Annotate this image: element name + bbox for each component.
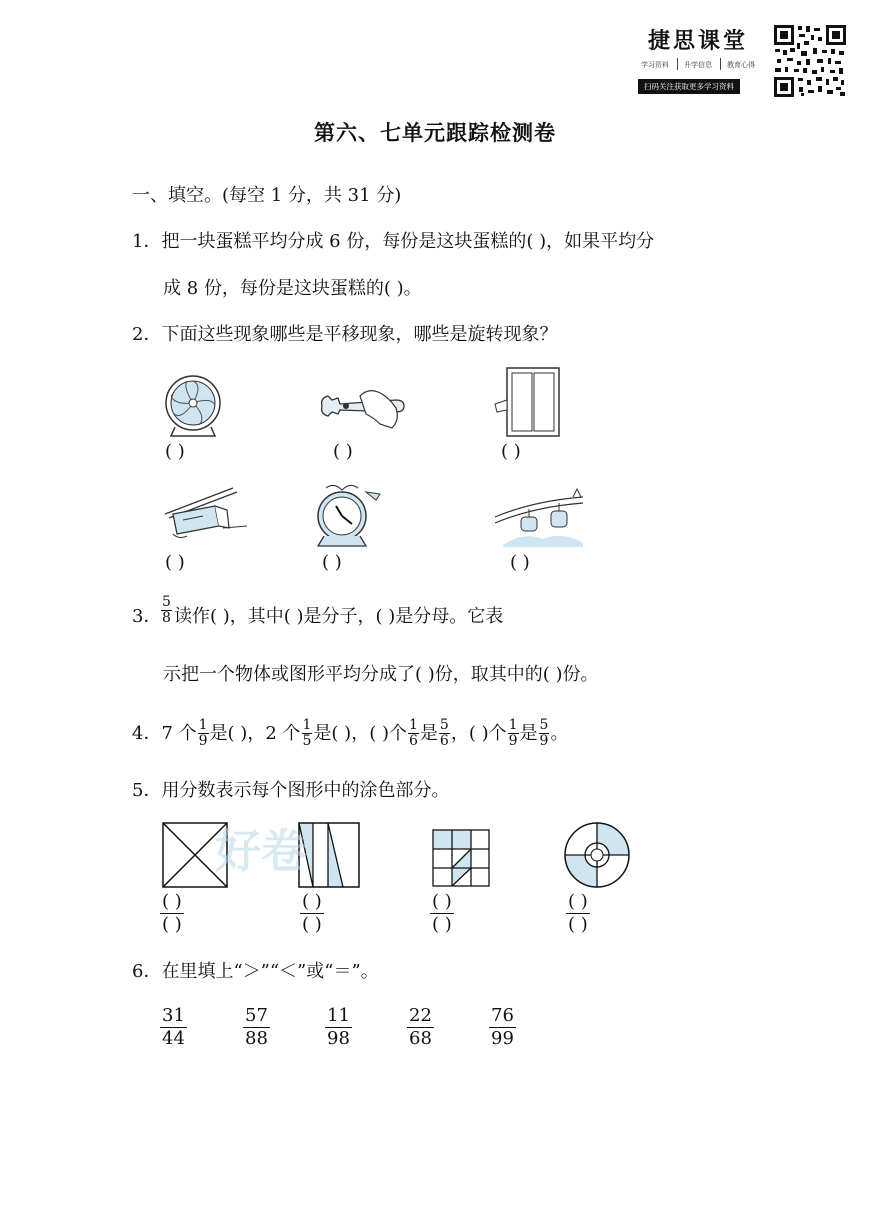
- fraction: [198, 718, 209, 749]
- answer-blank[interactable]: ( ): [568, 891, 588, 912]
- cable-car-icon: [493, 487, 585, 547]
- numerator: 11: [327, 1005, 350, 1026]
- brand-tag-1: 学习资料: [641, 61, 669, 69]
- qr-code-icon[interactable]: [773, 24, 847, 98]
- q1-line2: 成 8 份，每份是这块蛋糕的( )。: [163, 278, 422, 299]
- fraction: [243, 1005, 270, 1050]
- q3-line2: 示把一个物体或图形平均分成了( )份，取其中的( )份。: [163, 664, 599, 685]
- answer-blank[interactable]: ( ): [165, 552, 185, 573]
- q6-text: 6．在里填上“＞”“＜”或“＝”。: [132, 961, 379, 982]
- q4-text: 是: [419, 722, 438, 744]
- denominator: 9: [539, 733, 549, 749]
- denominator: 6: [439, 733, 449, 749]
- answer-blank[interactable]: ( ): [510, 552, 530, 573]
- answer-fraction[interactable]: [430, 891, 454, 936]
- fraction: [407, 1005, 434, 1050]
- q4-text: 。: [550, 722, 569, 744]
- answer-blank[interactable]: ( ): [162, 914, 182, 935]
- alarm-clock-icon: [306, 484, 384, 550]
- denominator: 99: [491, 1028, 514, 1049]
- brand-tag-2: 升学信息: [684, 61, 712, 69]
- q4-text: 是( )，2 个: [209, 722, 301, 744]
- q3-line1: 读作( )，其中( )是分子，( )是分母。它表: [174, 606, 504, 627]
- denominator: 68: [409, 1028, 432, 1049]
- q4-text: 是: [519, 722, 538, 744]
- rectangle-divided-shape: [298, 822, 360, 888]
- numerator: 5: [162, 594, 171, 610]
- fraction: [539, 718, 550, 749]
- denominator: 9: [198, 733, 208, 749]
- page-title: 第六、七单元跟踪检测卷: [314, 121, 556, 145]
- fraction: [161, 595, 172, 626]
- denominator: 8: [162, 610, 171, 626]
- q4-text: ，( )个: [450, 722, 507, 744]
- brand-name: 捷思课堂: [648, 28, 749, 54]
- fraction: [160, 1005, 187, 1050]
- fraction: [508, 718, 519, 749]
- q1-line1: 1．把一块蛋糕平均分成 6 份，每份是这块蛋糕的( )，如果平均分: [132, 231, 655, 252]
- numerator: 1: [508, 717, 518, 733]
- q4-text: 是( )，( )个: [313, 722, 407, 744]
- numerator: 22: [409, 1005, 432, 1026]
- drawer-icon: [163, 484, 249, 544]
- answer-blank[interactable]: ( ): [302, 914, 322, 935]
- grid-shape: [432, 829, 490, 887]
- fraction: [302, 718, 313, 749]
- q4-line: [132, 718, 568, 749]
- q3-number: 3．: [132, 606, 162, 627]
- answer-fraction[interactable]: [300, 891, 324, 936]
- answer-blank[interactable]: ( ): [501, 441, 521, 462]
- denominator: 5: [302, 733, 312, 749]
- watermark: 好卷: [215, 824, 307, 878]
- fan-icon: [163, 373, 225, 439]
- numerator: 1: [408, 717, 418, 733]
- q5-text: 5．用分数表示每个图形中的涂色部分。: [132, 780, 450, 801]
- numerator: 1: [302, 717, 312, 733]
- q4-text: 7 个: [161, 722, 197, 744]
- numerator: 31: [162, 1005, 185, 1026]
- numerator: 57: [245, 1005, 268, 1026]
- fraction: [489, 1005, 516, 1050]
- numerator: 5: [439, 717, 449, 733]
- answer-blank[interactable]: ( ): [322, 552, 342, 573]
- ring-shape: [564, 822, 630, 888]
- divider: [720, 58, 721, 70]
- answer-blank[interactable]: ( ): [568, 914, 588, 935]
- fraction: [325, 1005, 352, 1050]
- fraction: [439, 718, 450, 749]
- numerator: 76: [491, 1005, 514, 1026]
- numerator: 1: [198, 717, 208, 733]
- denominator: 98: [327, 1028, 350, 1049]
- answer-blank[interactable]: ( ): [432, 914, 452, 935]
- window-icon: [493, 366, 563, 438]
- wrench-icon: [316, 384, 408, 434]
- q4-number: 4．: [132, 722, 162, 744]
- fraction: [408, 718, 419, 749]
- q2-text: 2．下面这些现象哪些是平移现象，哪些是旋转现象？: [132, 324, 558, 345]
- answer-fraction[interactable]: [160, 891, 184, 936]
- brand-tag-3: 教育心得: [727, 61, 755, 69]
- brand-bar: 扫码关注获取更多学习资料: [638, 79, 740, 94]
- answer-blank[interactable]: ( ): [432, 891, 452, 912]
- denominator: 44: [162, 1028, 185, 1049]
- answer-blank[interactable]: ( ): [162, 891, 182, 912]
- numerator: 5: [539, 717, 549, 733]
- answer-blank[interactable]: ( ): [165, 441, 185, 462]
- divider: [677, 58, 678, 70]
- denominator: 9: [508, 733, 518, 749]
- denominator: 88: [245, 1028, 268, 1049]
- answer-blank[interactable]: ( ): [333, 441, 353, 462]
- answer-blank[interactable]: ( ): [302, 891, 322, 912]
- section-heading: 一、填空。(每空 1 分，共 31 分): [132, 185, 402, 206]
- answer-fraction[interactable]: [566, 891, 590, 936]
- denominator: 6: [408, 733, 418, 749]
